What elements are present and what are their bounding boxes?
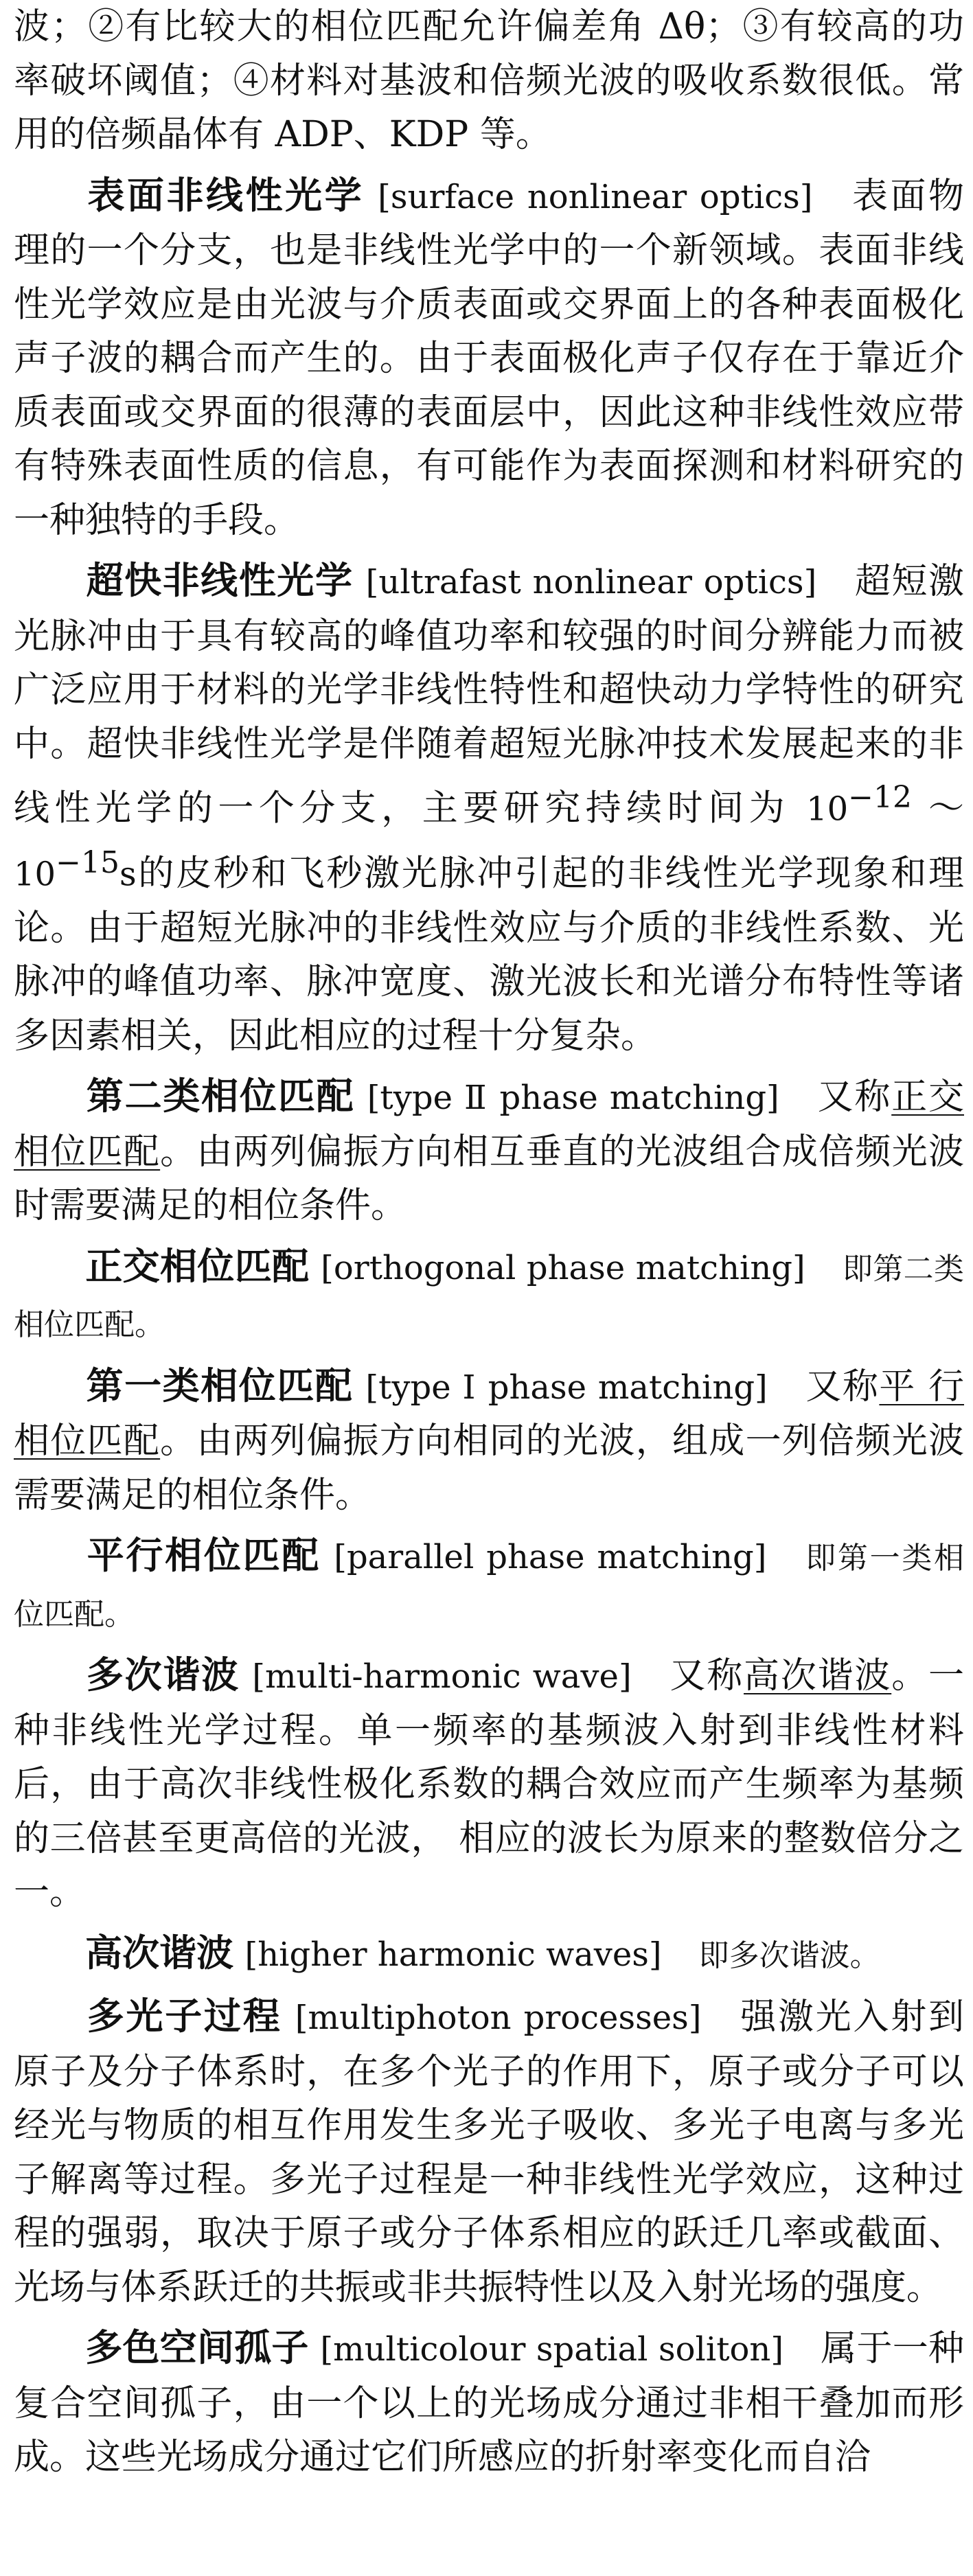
entry-headword: 正交相位匹配	[85, 1244, 310, 1288]
entry-prefix: 又称	[804, 1366, 880, 1407]
entry-type-ii-phase-matching	[14, 1070, 964, 1233]
entry-orthogonal-phase-matching	[14, 1240, 964, 1353]
entry-english-term: [ultrafast nonlinear optics]	[365, 563, 817, 601]
entry-multi-harmonic-wave	[14, 1648, 964, 1920]
entry-english-term: [multi-harmonic wave]	[252, 1657, 632, 1697]
entry-english-term: [multiphoton processes]	[295, 1999, 702, 2038]
entry-english-term: [higher harmonic waves]	[244, 1935, 662, 1974]
entry-english-term: [surface nonlinear optics]	[378, 177, 813, 216]
entry-prefix: 又称	[668, 1655, 744, 1697]
entry-english-term: [parallel phase matching]	[334, 1538, 767, 1577]
entry-definition: 。由两列偏振方向相互垂直的光波组合成倍频光波时需要满足的相位条件。	[14, 1131, 964, 1227]
entry-ultrafast-nonlinear-optics	[14, 554, 964, 1063]
intro-paragraph: 波；②有比较大的相位匹配允许偏差角 Δθ；③有较高的功率破坏阈值；④材料对基波和倍频光波的吸收系数很低。常用的倍频晶体有 ADP、KDP 等。	[14, 6, 964, 155]
entry-headword: 第二类相位匹配	[85, 1074, 355, 1118]
entry-headword: 多光子过程	[85, 1994, 282, 2038]
entry-definition: 强激光入射到原子及分子体系时，在多个光子的作用下，原子或分子可以经光与物质的相互作用发生多光子吸收、多光子电离与多光子解离等过程。多光子过程是一种非线性光学效应，这种过程的强弱，取决于原子或分子体系相应的跃迁几率或截面、光场与体系跃迁的共振或非共振特性以及入射光场的强度。	[14, 1997, 965, 2308]
entry-surface-nonlinear-optics	[14, 169, 964, 548]
exponent-base: 10	[14, 855, 56, 894]
cross-reference-link[interactable]: 平 行相位匹配	[14, 1366, 965, 1462]
exponent-base: 10	[806, 790, 849, 829]
document-page	[14, 0, 964, 2485]
entry-prefix: 又称	[816, 1077, 892, 1118]
entry-english-term: [multicolour spatial soliton]	[320, 2330, 784, 2369]
range-separator: ～	[912, 787, 965, 829]
entry-definition-continued: 的皮秒和飞秒激光脉冲引起的非线性光学现象和理论。由于超短光脉冲的非线性效应与介质的非线性系数、光脉冲的峰值功率、脉冲宽度、激光波长和光谱分布特性等诸多因素相关，因此相应的过程十分复杂。	[14, 853, 964, 1057]
entry-headword: 第一类相位匹配	[85, 1364, 354, 1407]
exponent-power: −15	[56, 844, 119, 880]
entry-headword: 超快非线性光学	[85, 559, 354, 602]
entry-type-i-phase-matching	[14, 1359, 964, 1523]
entry-multicolour-spatial-soliton	[14, 2321, 964, 2485]
entry-higher-harmonic-waves	[14, 1927, 964, 1983]
exponent-power: −12	[848, 780, 912, 815]
entry-definition: 表面物理的一个分支，也是非线性光学中的一个新领域。表面非线性光学效应是由光波与介质表面或交界面上的各种表面极化声子波的耦合而产生的。由于表面极化声子仅存在于靠近介质表面或交界面的很薄的表面层中，因此这种非线性效应带有特殊表面性质的信息，有可能作为表面探测和材料研究的一种独特的手段。	[14, 175, 964, 541]
entry-definition: 即第一类相位匹配。	[14, 1541, 965, 1632]
cross-reference-link[interactable]: 正交相位匹配	[14, 1077, 964, 1173]
entry-definition: 。一种非线性光学过程。单一频率的基频波入射到非线性材料后，由于高次非线性极化系数的耦合效应而产生频率为基频的三倍甚至更高倍的光波， 相应的波长为原来的整数倍分之一。	[14, 1655, 964, 1913]
entry-headword: 表面非线性光学	[85, 173, 365, 217]
entry-headword: 多色空间孤子	[85, 2326, 309, 2370]
entry-definition: 即第二类相位匹配。	[14, 1251, 964, 1343]
entry-definition: 属于一种复合空间孤子，由一个以上的光场成分通过非相干叠加而形成。这些光场成分通过它们所感应的折射率变化而自洽	[14, 2328, 964, 2479]
entry-headword: 多次谐波	[85, 1653, 240, 1697]
entry-headword: 高次谐波	[85, 1931, 233, 1975]
entry-english-term: [type Ⅰ phase matching]	[365, 1368, 768, 1407]
cross-reference-link[interactable]: 高次谐波	[744, 1655, 892, 1697]
unit-seconds: s	[119, 855, 137, 894]
entry-english-term: [type Ⅱ phase matching]	[367, 1079, 779, 1118]
entry-definition: 即多次谐波。	[698, 1937, 880, 1973]
entry-definition: 。由两列偏振方向相同的光波，组成一列倍频光波需要满足的相位条件。	[14, 1421, 964, 1516]
entry-headword: 平行相位匹配	[85, 1534, 321, 1578]
entry-definition: 超短激光脉冲由于具有较高的峰值功率和较强的时间分辨能力而被广泛应用于材料的光学非线性特性和超快动力学特性的研究中。超快非线性光学是伴随着超短光脉冲技术发展起来的非线性光学的一个分支，主要研究持续时间为	[14, 561, 965, 829]
entry-multiphoton-processes	[14, 1990, 964, 2314]
entry-parallel-phase-matching	[14, 1529, 964, 1642]
entry-english-term: [orthogonal phase matching]	[321, 1248, 805, 1287]
